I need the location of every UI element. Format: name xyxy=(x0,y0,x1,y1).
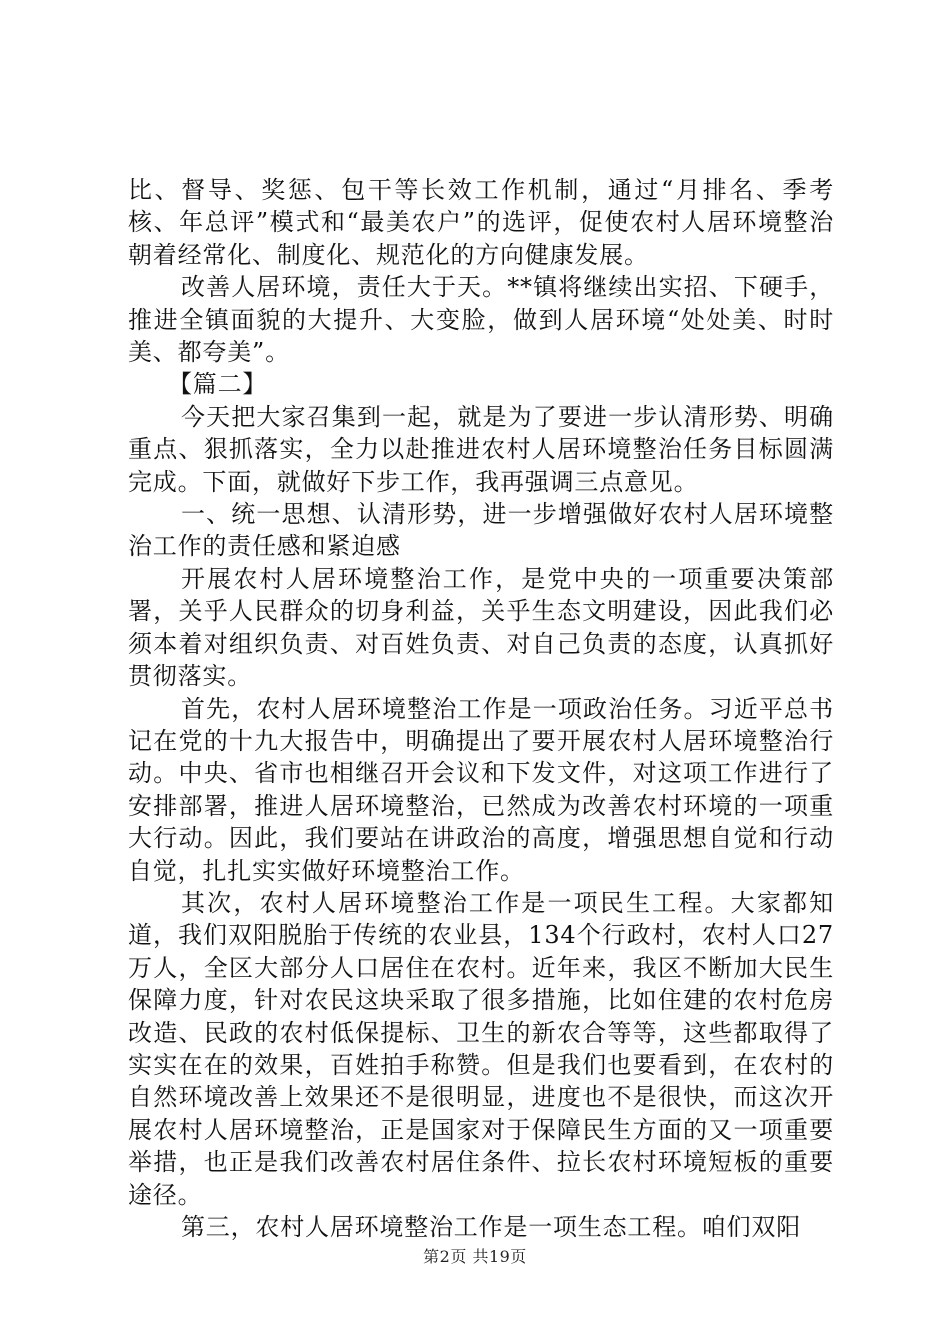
document-body xyxy=(128,174,834,1243)
paragraph-third: 第三，农村人居环境整治工作是一项生态工程。咱们双阳 xyxy=(181,1213,801,1241)
paragraph-first: 首先，农村人居环境整治工作是一项政治任务。习近平总书记在党的十九大报告中，明确提出了要开展农村人居环境整治行动。中央、省市也相继召开会议和下发文件，对这项工作进行了安排部署，推进人居环境整治，已然成为改善农村环境的一项重大行动。因此，我们要站在讲政治的高度，增强思想自觉和行动自觉，扎扎实实做好环境整治工作。 xyxy=(128,694,834,885)
page-number-footer: 第2页 共19页 xyxy=(423,1247,527,1266)
paragraph-point-one-title: 一、统一思想、认清形势，进一步增强做好农村人居环境整治工作的责任感和紧迫感 xyxy=(128,500,834,561)
section-heading: 【篇二】 xyxy=(168,370,268,399)
paragraph-intro: 今天把大家召集到一起，就是为了要进一步认清形势、明确重点、狠抓落实，全力以赴推进农村人居环境整治任务目标圆满完成。下面，就做好下步工作，我再强调三点意见。 xyxy=(128,402,834,496)
paragraph-conclusion: 改善人居环境，责任大于天。**镇将继续出实招、下硬手，推进全镇面貌的大提升、大变脸，做到人居环境“处处美、时时美、都夸美”。 xyxy=(128,273,834,367)
paragraph-point-one-body: 开展农村人居环境整治工作，是党中央的一项重要决策部署，关乎人民群众的切身利益，关乎生态文明建设，因此我们必须本着对组织负责、对百姓负责、对自己负责的态度，认真抓好贯彻落实。 xyxy=(128,564,834,691)
paragraph-second: 其次，农村人居环境整治工作是一项民生工程。大家都知道，我们双阳脱胎于传统的农业县，134个行政村，农村人口27万人，全区大部分人口居住在农村。近年来，我区不断加大民生保障力度，针对农民这块采取了很多措施，比如住建的农村危房改造、民政的农村低保提标、卫生的新农合等等，这些都取得了实实在在的效果，百姓拍手称赞。但是我们也要看到，在农村的自然环境改善上效果还不是很明显，进度也不是很快，而这次开展农村人居环境整治，正是国家对于保障民生方面的又一项重要举措，也正是我们改善农村居住条件、拉长农村环境短板的重要途径。 xyxy=(128,888,834,1209)
paragraph-continuation: 比、督导、奖惩、包干等长效工作机制，通过“月排名、季考核、年总评”模式和“最美农户”的选评，促使农村人居环境整治朝着经常化、制度化、规范化的方向健康发展。 xyxy=(128,176,834,269)
